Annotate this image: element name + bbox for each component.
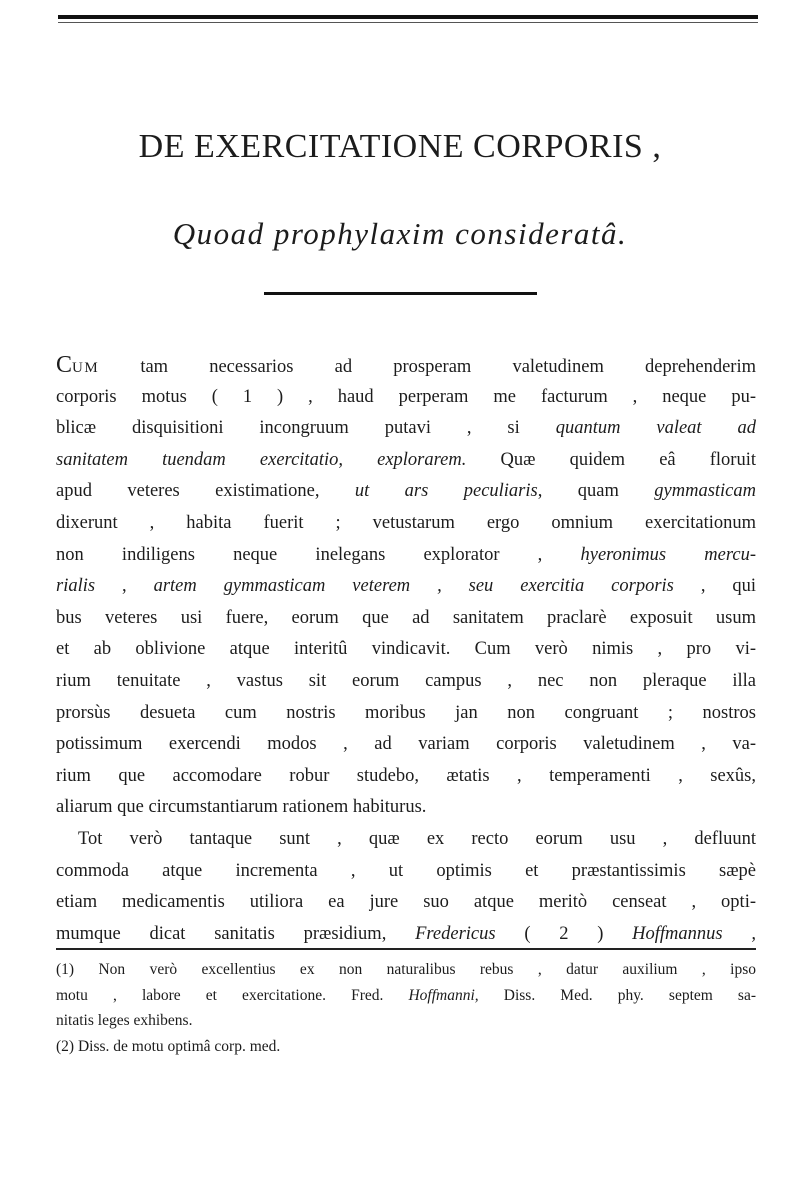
text-line — [56, 540, 756, 572]
italic-phrase: gymmasticam — [654, 481, 756, 502]
drop-capital: C — [56, 352, 73, 378]
text-run: mumque dicat sanitatis præsidium, — [56, 923, 416, 944]
text-line — [56, 413, 756, 445]
text-run: non indiligens neque inelegans explorator , — [56, 544, 581, 565]
text-run: Diss. Med. phy. septem sa- — [478, 986, 756, 1004]
text-line: commoda atque incrementa , ut optimis et præstantissimis sæpè — [56, 860, 756, 881]
text-run: , — [95, 576, 154, 597]
main-text — [56, 350, 756, 950]
top-ornamental-rule — [58, 15, 758, 19]
text-line: etiam medicamentis utiliora ea jure suo atque meritò censeat , opti- — [56, 892, 756, 913]
italic-phrase: Hoffmanni, — [408, 986, 479, 1004]
text-run: , quam — [537, 481, 655, 502]
footnotes — [56, 957, 756, 1059]
text-run: blicæ disquisitioni incongruum putavi , si — [56, 418, 556, 439]
text-line — [56, 476, 756, 508]
text-line: rium tenuitate , vastus sit eorum campus , nec non pleraque illa — [56, 670, 756, 691]
text-line — [56, 350, 756, 382]
italic-phrase: rialis — [56, 576, 96, 597]
text-line — [56, 919, 756, 951]
text-run: , qui — [673, 576, 756, 597]
footnote-line: nitatis leges exhibens. — [56, 1012, 193, 1029]
text-line: dixerunt , habita fuerit ; vetustarum ergo omnium exercitationum — [56, 512, 756, 533]
small-caps-word: UM — [72, 360, 100, 376]
text-run: motu , labore et exercitatione. Fred. — [56, 986, 409, 1004]
italic-phrase: hyeronimus mercu- — [580, 544, 756, 565]
italic-phrase: artem gymmasticam veterem , seu exercitia corporis — [153, 576, 674, 597]
text-line: aliarum que circumstantiarum rationem habiturus. — [56, 797, 427, 818]
text-line: et ab oblivione atque interitû vindicavit. Cum verò nimis , pro vi- — [56, 639, 756, 660]
footnote-line — [56, 983, 756, 1009]
chapter-subtitle: Quoad prophylaxim consideratâ. — [172, 216, 628, 251]
text-line — [56, 445, 756, 477]
italic-phrase: Hoffmannus , — [632, 923, 756, 944]
text-line: rium que accomodare robur studebo, ætatis , temperamenti , sexûs, — [56, 765, 756, 786]
text-run: tam necessarios ad prosperam valetudinem deprehenderim — [99, 357, 756, 377]
text-line: potissimum exercendi modos , ad variam corporis valetudinem , va- — [56, 734, 756, 755]
text-run: Quæ quidem eâ floruit — [466, 449, 756, 470]
footnote-line: (2) Diss. de motu optimâ corp. med. — [56, 1037, 281, 1055]
title-divider — [264, 292, 537, 295]
italic-phrase: sanitatem tuendam exercitatio, explorarem. — [56, 449, 467, 470]
footnote-divider — [56, 948, 756, 950]
text-line: bus veteres usi fuere, eorum que ad sanitatem praclarè exposuit usum — [56, 607, 756, 628]
footnote-line: (1) Non verò excellentius ex non naturalibus rebus , datur auxilium , ipso — [56, 961, 756, 978]
text-line: corporis motus ( 1 ) , haud perperam me facturum , neque pu- — [56, 386, 756, 407]
text-line: prorsùs desueta cum nostris moribus jan non congruant ; nostros — [56, 702, 756, 723]
text-run: ( 2 ) — [495, 923, 633, 944]
italic-phrase: quantum valeat ad — [555, 418, 756, 439]
text-line — [56, 571, 756, 603]
text-run: apud veteres existimatione, — [56, 481, 355, 502]
chapter-title: DE EXERCITATIONE CORPORIS , — [138, 128, 662, 165]
italic-phrase: ut ars peculiaris — [354, 481, 538, 502]
text-line: Tot verò tantaque sunt , quæ ex recto eorum usu , defluunt — [78, 828, 756, 849]
top-thin-rule — [58, 22, 758, 23]
italic-phrase: Fredericus — [415, 923, 496, 944]
